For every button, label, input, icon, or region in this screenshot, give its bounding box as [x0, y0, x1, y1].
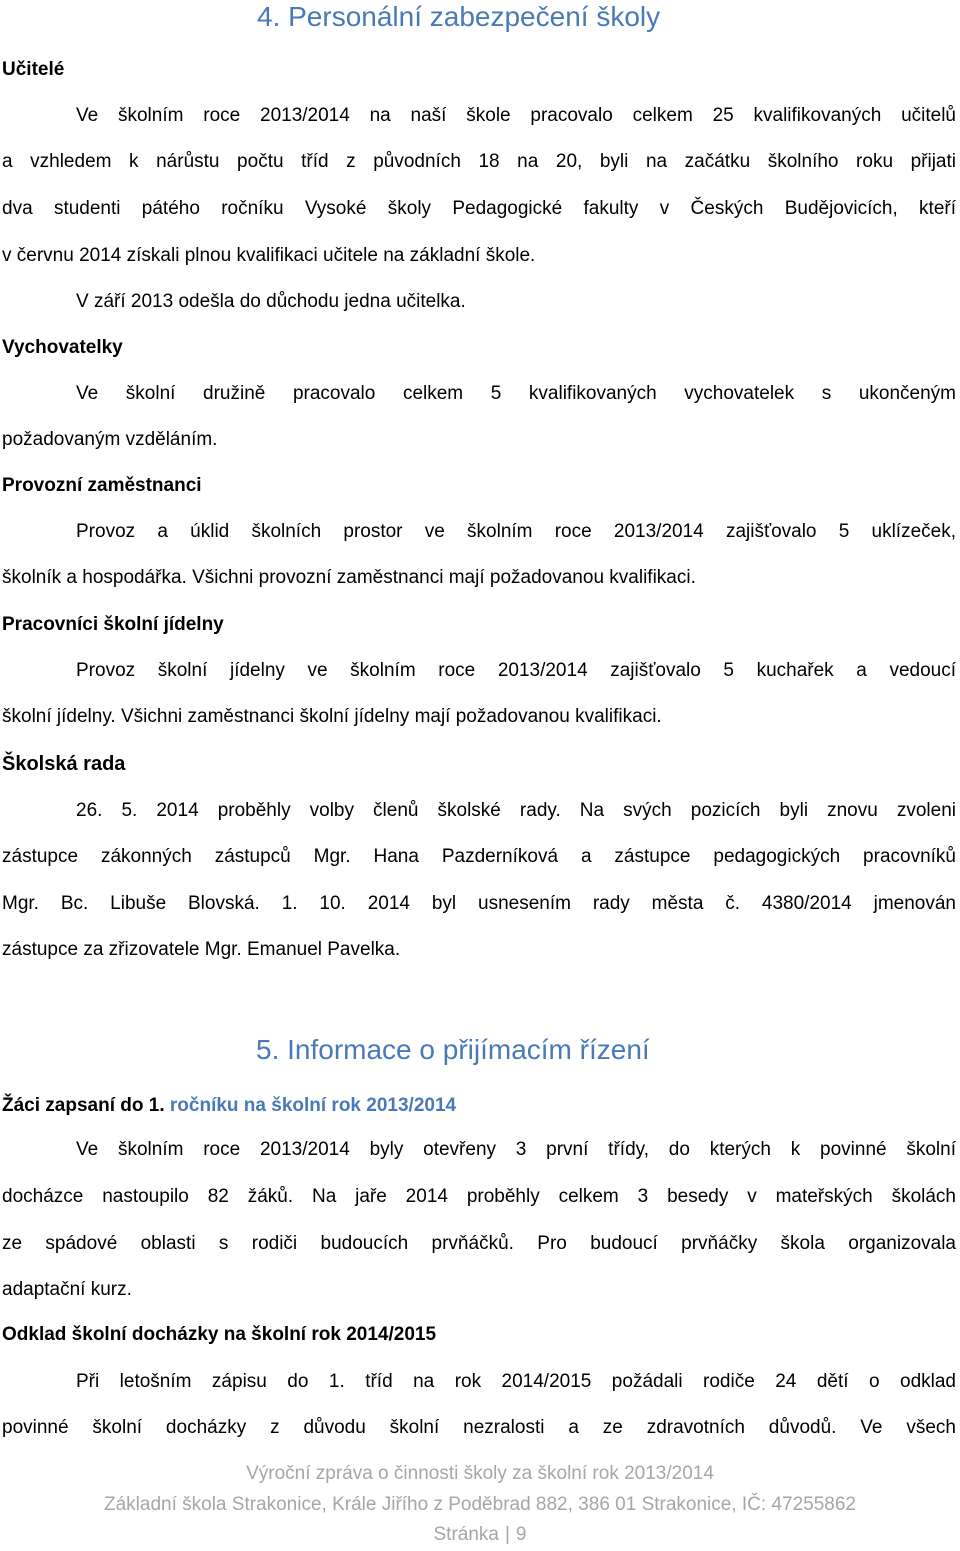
canteen-heading: Pracovníci školní jídelny: [2, 614, 224, 635]
section-4-title: 4. Personální zabezpečení školy: [257, 1, 661, 32]
paragraph-line: adaptační kurz.: [2, 1279, 132, 1300]
enrolled-heading-part: Žáci zapsaní do 1.: [2, 1095, 170, 1116]
paragraph-line: Ve školní družině pracovalo celkem 5 kvalifikovaných vychovatelek s ukončeným: [76, 383, 956, 404]
page-number: 9: [515, 1524, 527, 1545]
paragraph-line: V září 2013 odešla do důchodu jedna učitelka.: [76, 291, 466, 312]
paragraph-line: dva studenti pátého ročníku Vysoké školy Pedagogické fakulty v Českých Budějovicích, kteří: [2, 198, 956, 219]
paragraph-line: Provoz školní jídelny ve školním roce 2013/2014 zajišťovalo 5 kuchařek a vedoucí: [76, 660, 956, 681]
paragraph-line: Ve školním roce 2013/2014 na naší škole pracovalo celkem 25 kvalifikovaných učitelů: [76, 105, 956, 126]
enrolled-heading-part: ročníku na školní rok 2013/2014: [169, 1095, 457, 1116]
paragraph-line: docházce nastoupilo 82 žáků. Na jaře 2014 proběhly celkem 3 besedy v mateřských školách: [2, 1186, 956, 1207]
footer-report-title: Výroční zpráva o činnosti školy za školní rok 2013/2014: [246, 1463, 714, 1484]
paragraph-line: Ve školním roce 2013/2014 byly otevřeny 3 první třídy, do kterých k povinné školní: [76, 1139, 956, 1160]
paragraph-line: Při letošním zápisu do 1. tříd na rok 2014/2015 požádali rodiče 24 dětí o odklad: [76, 1371, 956, 1392]
page-separator: |: [504, 1524, 510, 1545]
deferral-heading: Odklad školní docházky na školní rok 2014/2015: [2, 1324, 437, 1345]
council-heading: Školská rada: [2, 753, 126, 775]
paragraph-line: školní jídelny. Všichni zaměstnanci školní jídelny mají požadovanou kvalifikaci.: [2, 706, 662, 727]
section-5-title: 5. Informace o přijímacím řízení: [256, 1034, 650, 1065]
paragraph-line: ze spádové oblasti s rodiči budoucích prvňáčků. Pro budoucí prvňáčky škola organizovala: [2, 1233, 956, 1254]
paragraph-line: Provoz a úklid školních prostor ve školním roce 2013/2014 zajišťovalo 5 uklízeček,: [76, 521, 956, 542]
paragraph-line: zástupce zákonných zástupců Mgr. Hana Pazderníková a zástupce pedagogických pracovníků: [2, 846, 956, 867]
paragraph-line: a vzhledem k nárůstu počtu tříd z původních 18 na 20, byli na začátku školního roku přijati: [2, 151, 956, 172]
educators-heading: Vychovatelky: [2, 337, 123, 358]
paragraph-line: zástupce za zřizovatele Mgr. Emanuel Pavelka.: [2, 939, 401, 960]
staff-heading: Provozní zaměstnanci: [2, 475, 202, 496]
paragraph-line: požadovaným vzděláním.: [2, 429, 218, 450]
footer-page-indicator: [0, 1523, 960, 1547]
footer-school-address: Základní škola Strakonice, Krále Jiřího z Poděbrad 882, 386 01 Strakonice, IČ: 47255862: [103, 1494, 856, 1515]
page-label: Stránka: [433, 1524, 499, 1545]
paragraph-line: povinné školní docházky z důvodu školní nezralosti a ze zdravotních důvodů. Ve všech: [2, 1417, 956, 1438]
paragraph-line: v červnu 2014 získali plnou kvalifikaci učitele na základní škole.: [2, 245, 536, 266]
paragraph-line: Mgr. Bc. Libuše Blovská. 1. 10. 2014 byl usnesením rady města č. 4380/2014 jmenován: [2, 893, 956, 914]
paragraph-line: školník a hospodářka. Všichni provozní zaměstnanci mají požadovanou kvalifikaci.: [2, 567, 696, 588]
paragraph-line: 26. 5. 2014 proběhly volby členů školské rady. Na svých pozicích byli znovu zvoleni: [76, 800, 956, 821]
teachers-heading: Učitelé: [2, 59, 65, 80]
enrolled-heading: [2, 1094, 956, 1118]
